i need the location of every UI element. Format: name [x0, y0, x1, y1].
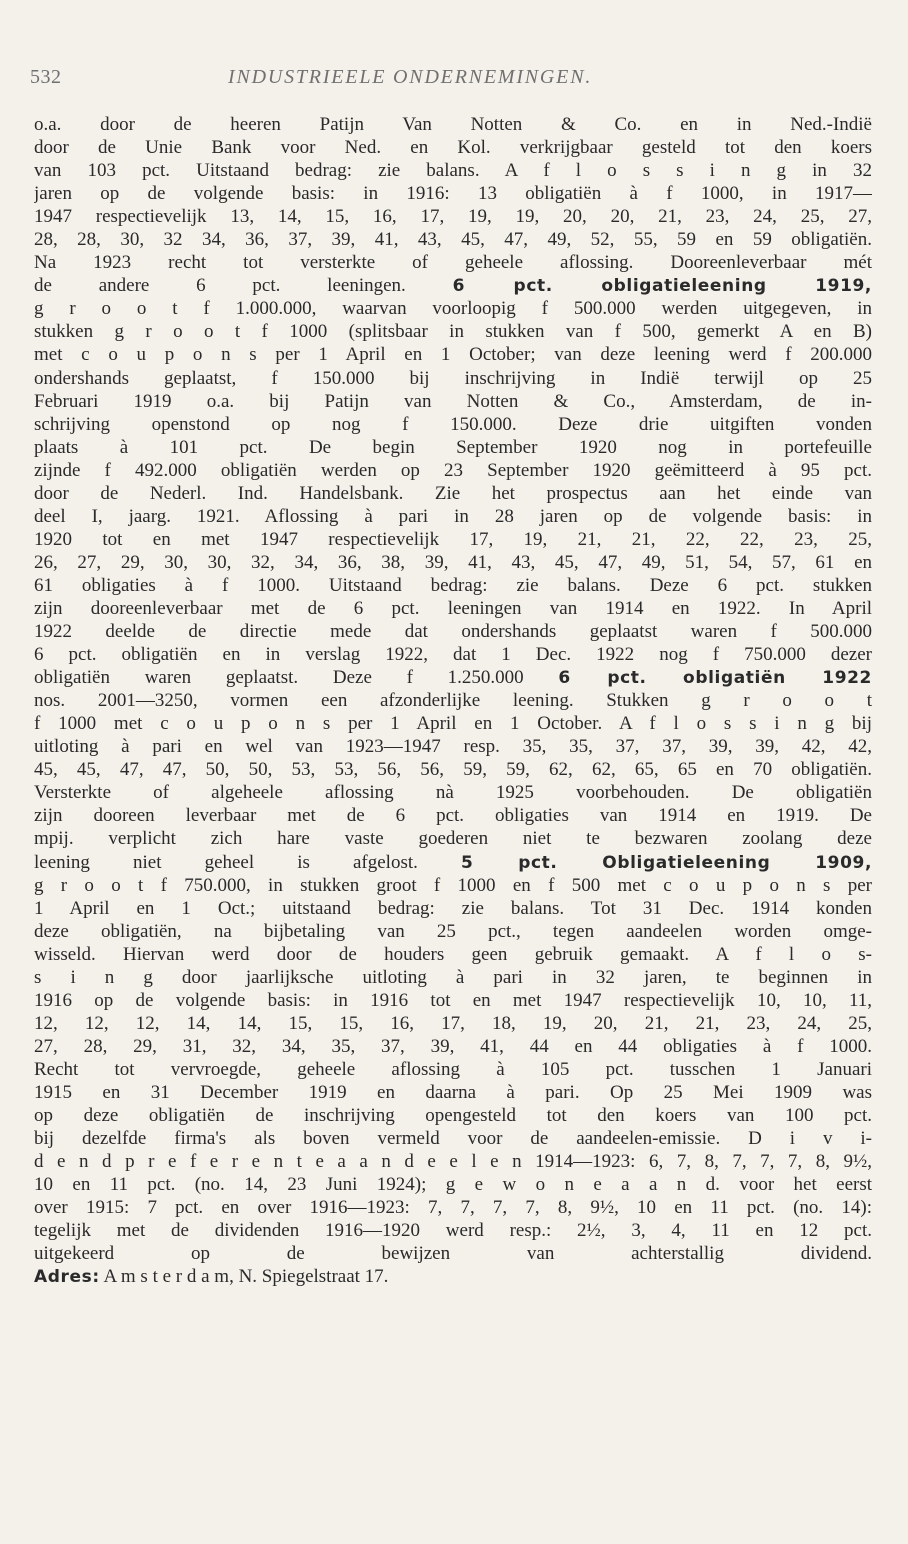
page-number: 532 — [30, 66, 62, 88]
text-line: s i n g door jaarlijksche uitloting à pari in 32 jaren, te beginnen in — [34, 966, 872, 988]
text-line: zijn dooreenleverbaar met de 6 pct. leeningen van 1914 en 1922. In April — [34, 597, 872, 619]
text-line: de andere 6 pct. leeningen. 6 pct. obligatieleening 1919, — [34, 275, 872, 297]
text-line: over 1915: 7 pct. en over 1916—1923: 7, 7, 7, 7, 8, 9½, 10 en 11 pct. (no. 14): — [34, 1197, 872, 1219]
text-line: van 103 pct. Uitstaand bedrag: zie balans. A f l o s s i n g in 32 — [34, 160, 872, 182]
text-line: o.a. door de heeren Patijn Van Notten & Co. en in Ned.-Indië — [34, 114, 872, 135]
text-line: door de Unie Bank voor Ned. en Kol. verkrijgbaar gesteld tot den koers — [34, 137, 872, 159]
text-line: 28, 28, 30, 32 34, 36, 37, 39, 41, 43, 45, 47, 49, 52, 55, 59 en 59 obligatiën. — [34, 229, 872, 251]
text-line: leening niet geheel is afgelost. 5 pct. Obligatieleening 1909, — [34, 851, 872, 873]
text-line: 1916 op de volgende basis: in 1916 tot en met 1947 respectievelijk 10, 10, 11, — [34, 989, 872, 1011]
text-line: Na 1923 recht tot versterkte of geheele aflossing. Dooreenleverbaar mét — [34, 252, 872, 274]
text-line: 10 en 11 pct. (no. 14, 23 Juni 1924); g e w o n e a a n d. voor het eerst — [34, 1174, 872, 1196]
text-line: tegelijk met de dividenden 1916—1920 werd resp.: 2½, 3, 4, 11 en 12 pct. — [34, 1220, 872, 1242]
text-line: wisseld. Hiervan werd door de houders geen gebruik gemaakt. A f l o s- — [34, 943, 872, 965]
text-line: Recht tot vervroegde, geheele aflossing à 105 pct. tusschen 1 Januari — [34, 1058, 872, 1080]
text-line: door de Nederl. Ind. Handelsbank. Zie het prospectus aan het einde van — [34, 482, 872, 504]
text-line: bij dezelfde firma's als boven vermeld voor de aandeelen-emissie. D i v i- — [34, 1128, 872, 1150]
text-line: stukken g r o o t f 1000 (splitsbaar in stukken van f 500, gemerkt A en B) — [34, 321, 872, 343]
text-line: obligatiën waren geplaatst. Deze f 1.250.000 6 pct. obligatiën 1922 — [34, 667, 872, 689]
section-heading: Adres: — [34, 1267, 100, 1288]
text-line: met c o u p o n s per 1 April en 1 October; van deze leening werd f 200.000 — [34, 344, 872, 366]
text-line: 27, 28, 29, 31, 32, 34, 35, 37, 39, 41, 44 en 44 obligaties à f 1000. — [34, 1035, 872, 1057]
page-header — [30, 66, 878, 96]
text-line: g r o o t f 1.000.000, waarvan voorloopig f 500.000 werden uitgegeven, in — [34, 298, 872, 320]
text-line: mpij. verplicht zich hare vaste goederen niet te bezwaren zoolang deze — [34, 828, 872, 850]
text-line: deze obligatiën, na bijbetaling van 25 pct., tegen aandeelen worden omge- — [34, 920, 872, 942]
text-line: plaats à 101 pct. De begin September 1920 nog in portefeuille — [34, 436, 872, 458]
text-line: 12, 12, 12, 14, 14, 15, 15, 16, 17, 18, 19, 20, 21, 21, 23, 24, 25, — [34, 1012, 872, 1034]
text-line: 1920 tot en met 1947 respectievelijk 17, 19, 21, 21, 22, 22, 23, 25, — [34, 528, 872, 550]
text-line: 1 April en 1 Oct.; uitstaand bedrag: zie balans. Tot 31 Dec. 1914 konden — [34, 897, 872, 919]
text-line: nos. 2001—3250, vormen een afzonderlijke leening. Stukken g r o o t — [34, 690, 872, 712]
text-line: ondershands geplaatst, f 150.000 bij inschrijving in Indië terwijl op 25 — [34, 367, 872, 389]
running-head: INDUSTRIEELE ONDERNEMINGEN. — [228, 66, 593, 88]
section-heading: 5 pct. Obligatieleening 1909, — [460, 852, 872, 873]
text-line: uitloting à pari en wel van 1923—1947 resp. 35, 35, 37, 37, 39, 39, 42, 42, — [34, 736, 872, 758]
text-line: jaren op de volgende basis: in 1916: 13 obligatiën à f 1000, in 1917— — [34, 183, 872, 205]
text-line: 61 obligaties à f 1000. Uitstaand bedrag: zie balans. Deze 6 pct. stukken — [34, 574, 872, 596]
text-line: d e n d p r e f e r e n t e a a n d e e l e n 1914—1923: 6, 7, 8, 7, 7, 7, 8, 9½, — [34, 1151, 872, 1173]
section-heading: 6 pct. obligatiën 1922 — [558, 668, 872, 689]
text-line: 26, 27, 29, 30, 30, 32, 34, 36, 38, 39, 41, 43, 45, 47, 49, 51, 54, 57, 61 en — [34, 551, 872, 573]
text-line: g r o o t f 750.000, in stukken groot f 1000 en f 500 met c o u p o n s per — [34, 874, 872, 896]
text-line: 1922 deelde de directie mede dat ondershands geplaatst waren f 500.000 — [34, 621, 872, 643]
text-line: Versterkte of algeheele aflossing nà 1925 voorbehouden. De obligatiën — [34, 782, 872, 804]
text-line: uitgekeerd op de bewijzen van achterstallig dividend. — [34, 1243, 872, 1265]
text-line: zijn dooreen leverbaar met de 6 pct. obligaties van 1914 en 1919. De — [34, 805, 872, 827]
text-line: f 1000 met c o u p o n s per 1 April en 1 October. A f l o s s i n g bij — [34, 713, 872, 735]
text-line: Februari 1919 o.a. bij Patijn van Notten & Co., Amsterdam, de in- — [34, 390, 872, 412]
text-line: 6 pct. obligatiën en in verslag 1922, dat 1 Dec. 1922 nog f 750.000 dezer — [34, 644, 872, 666]
text-line: 1915 en 31 December 1919 en daarna à pari. Op 25 Mei 1909 was — [34, 1081, 872, 1103]
body-text — [34, 113, 872, 1288]
text-line: 1947 respectievelijk 13, 14, 15, 16, 17, 19, 19, 20, 20, 21, 23, 24, 25, 27, — [34, 206, 872, 228]
text-line: schrijving openstond op nog f 150.000. Deze drie uitgiften vonden — [34, 413, 872, 435]
text-line: zijnde f 492.000 obligatiën werden op 23 September 1920 geëmitteerd à 95 pct. — [34, 459, 872, 481]
text-line: op deze obligatiën de inschrijving opengesteld tot den koers van 100 pct. — [34, 1105, 872, 1127]
section-heading: 6 pct. obligatieleening 1919, — [452, 276, 872, 297]
text-line: Adres: A m s t e r d a m, N. Spiegelstraat 17. — [34, 1266, 389, 1288]
text-line: deel I, jaarg. 1921. Aflossing à pari in 28 jaren op de volgende basis: in — [34, 505, 872, 527]
text-line: 45, 45, 47, 47, 50, 50, 53, 53, 56, 56, 59, 59, 62, 62, 65, 65 en 70 obligatiën. — [34, 759, 872, 781]
